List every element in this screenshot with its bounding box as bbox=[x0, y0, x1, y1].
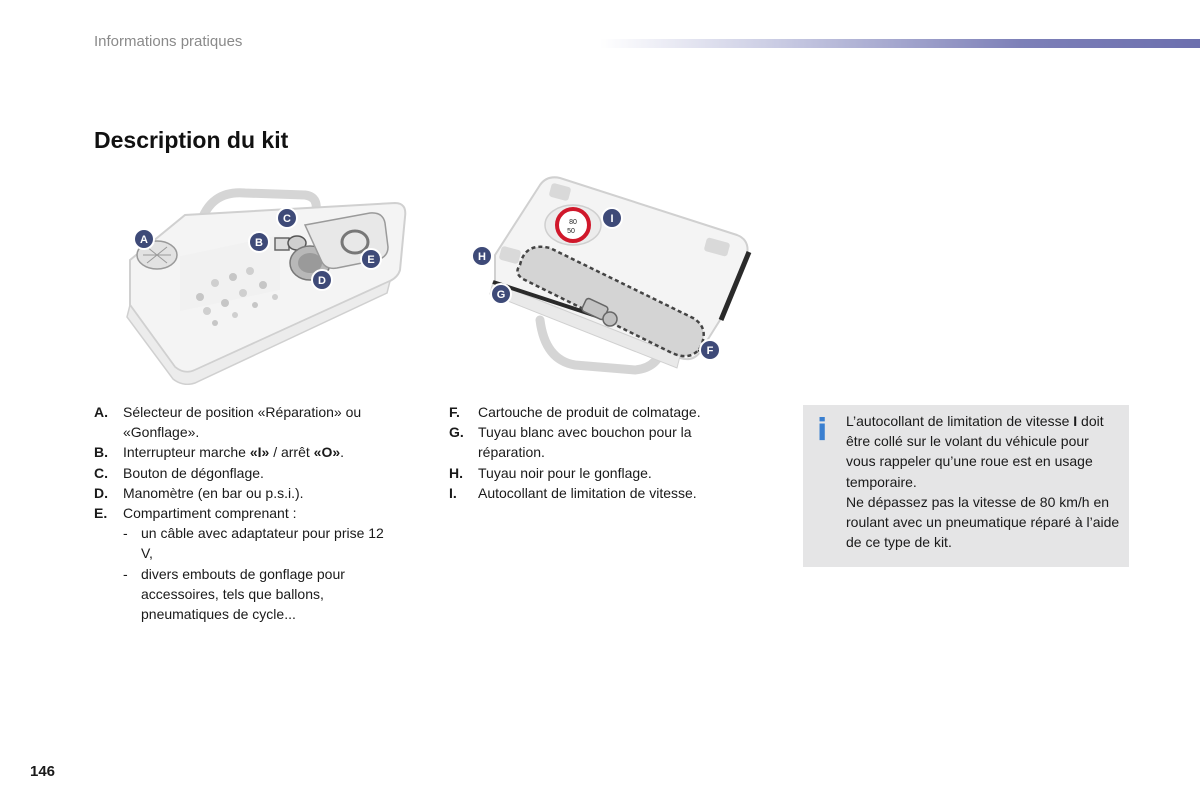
list-item-f: F. Cartouche de produit de colmatage. bbox=[449, 404, 701, 420]
svg-text:G: G bbox=[496, 289, 506, 301]
callout-g-marker bbox=[491, 284, 511, 304]
parts-list-right bbox=[449, 402, 734, 503]
svg-text:D: D bbox=[318, 275, 326, 287]
info-icon: i bbox=[817, 413, 828, 448]
parts-list-left bbox=[94, 402, 394, 624]
list-item-b: B. Interrupteur marche «I» / arrêt «O». bbox=[94, 444, 345, 461]
svg-text:B: B bbox=[255, 237, 263, 249]
callout-c-marker bbox=[277, 208, 297, 228]
list-item-e: E. Compartiment comprenant : bbox=[94, 505, 297, 522]
callout-e-marker bbox=[361, 249, 381, 269]
callout-i-marker bbox=[602, 208, 622, 228]
callout-f-marker bbox=[700, 340, 720, 360]
svg-text:A: A bbox=[140, 234, 148, 246]
kit-illustration-left bbox=[115, 185, 415, 385]
svg-text:F: F bbox=[706, 345, 714, 357]
svg-text:C: C bbox=[283, 213, 291, 225]
list-item-d: D. Manomètre (en bar ou p.s.i.). bbox=[94, 484, 304, 501]
callout-a-marker bbox=[134, 229, 154, 249]
sub-item-embouts: - divers embouts de gonflage pour accessoires, tels que ballons, pneumatiques de cycle... bbox=[123, 565, 345, 623]
info-text: L’autocollant de limitation de vitesse I doit être collé sur le volant du véhicule pour vous rappeler qu’une roue est en usage temporaire. Ne dépassez pas la vitesse de 80 km/h en roulant avec un pneumatique réparé à l’aide de ce type de kit. bbox=[846, 413, 1120, 551]
page-title: Description du kit bbox=[94, 127, 289, 153]
list-item-h: H. Tuyau noir pour le gonflage. bbox=[449, 464, 652, 481]
kit-illustration-right bbox=[465, 170, 765, 390]
callout-h-marker bbox=[472, 246, 492, 266]
sticker-bottom-value: 50 bbox=[567, 228, 575, 235]
list-item-c: C. Bouton de dégonflage. bbox=[94, 464, 264, 481]
svg-text:I: I bbox=[610, 213, 614, 225]
callout-d-marker bbox=[312, 270, 332, 290]
info-box bbox=[803, 405, 1129, 567]
header-gradient-bar bbox=[600, 39, 1200, 48]
svg-text:E: E bbox=[367, 254, 375, 266]
list-item-a: A. Sélecteur de position «Réparation» ou «Gonflage». bbox=[94, 404, 362, 441]
svg-text:H: H bbox=[478, 251, 486, 263]
list-item-g: G. Tuyau blanc avec bouchon pour la réparation. bbox=[449, 424, 692, 461]
sticker-top-value: 80 bbox=[569, 219, 577, 226]
section-header: Informations pratiques bbox=[94, 33, 243, 50]
sub-item-cable: - un câble avec adaptateur pour prise 12 V, bbox=[123, 525, 384, 562]
callout-b-marker bbox=[249, 232, 269, 252]
list-item-i: I. Autocollant de limitation de vitesse. bbox=[449, 484, 697, 501]
page-number: 146 bbox=[30, 763, 56, 780]
